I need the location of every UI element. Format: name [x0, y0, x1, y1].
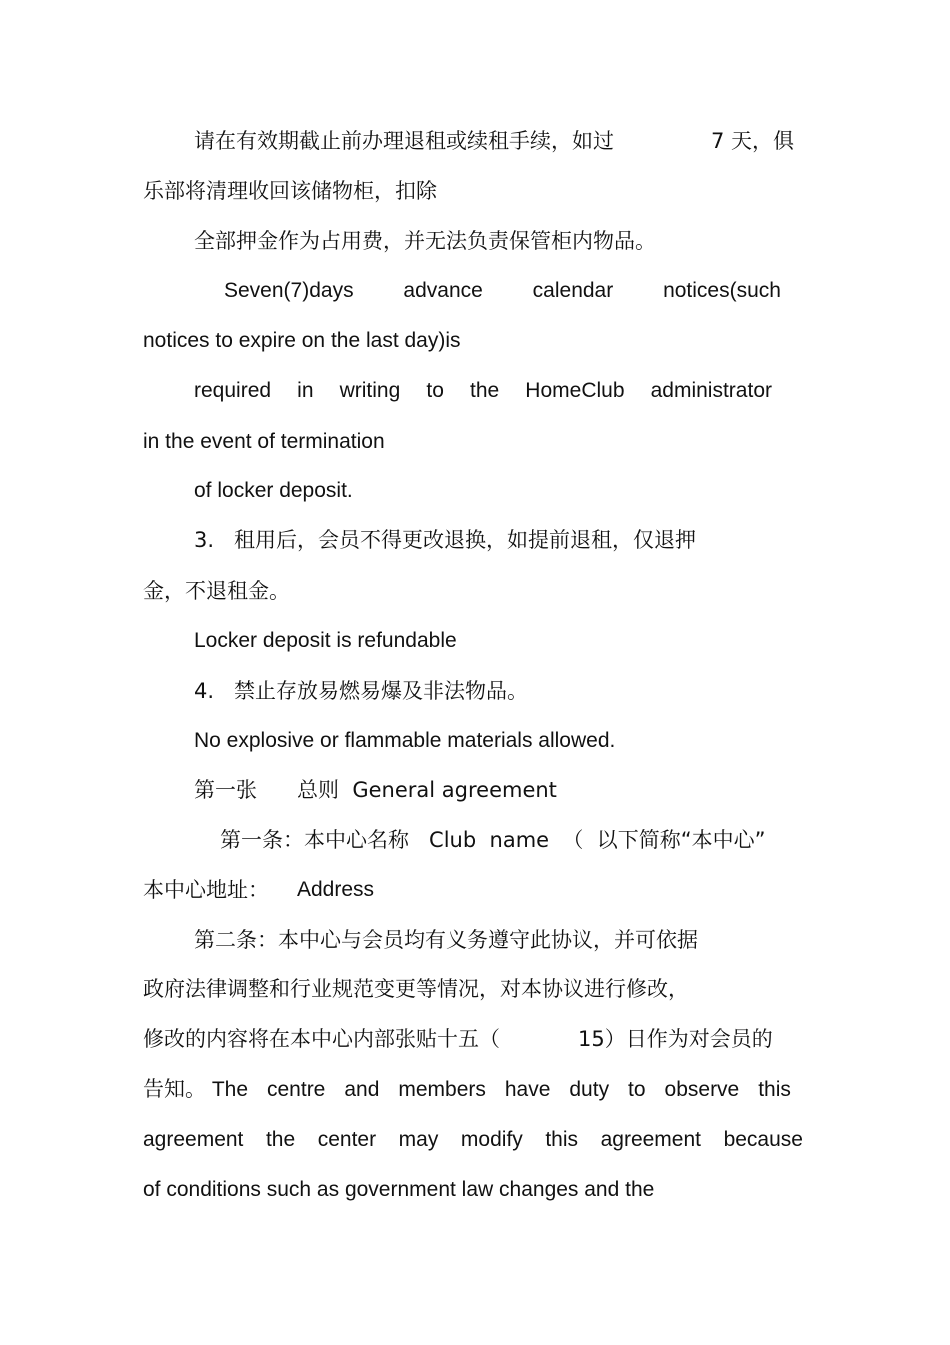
word: the	[470, 379, 500, 402]
word: Seven(7)days	[224, 279, 354, 302]
word: because	[723, 1128, 803, 1151]
word: centre	[267, 1078, 326, 1101]
word: this	[545, 1128, 579, 1151]
paragraph-line: notices to expire on the last day)is	[143, 329, 461, 352]
word: required	[194, 379, 272, 402]
paragraph-line: 请在有效期截止前办理退租或续租手续，如过	[194, 129, 614, 153]
word: writing	[339, 379, 401, 402]
word: 告知。 The	[143, 1078, 249, 1101]
word: and	[344, 1078, 380, 1101]
word: administrator	[650, 379, 772, 402]
word: agreement	[143, 1128, 244, 1151]
word: agreement	[600, 1128, 701, 1151]
word: may	[398, 1128, 439, 1151]
word: advance	[403, 279, 483, 302]
paragraph-line	[143, 1125, 803, 1155]
word: members	[398, 1078, 486, 1101]
paragraph-line	[143, 1075, 791, 1105]
paragraph-line: in the event of termination	[143, 430, 385, 453]
paragraph-line: 3. 租用后，会员不得更改退换，如提前退租，仅退押	[194, 528, 697, 552]
word: HomeClub	[525, 379, 625, 402]
paragraph-line	[224, 276, 781, 306]
paragraph-line: of locker deposit.	[194, 479, 353, 502]
paragraph-line: of conditions such as government law changes and the	[143, 1178, 655, 1201]
word: in	[297, 379, 314, 402]
paragraph-line: No explosive or flammable materials allowed.	[194, 729, 616, 752]
word: have	[504, 1078, 551, 1101]
paragraph-line: Locker deposit is refundable	[194, 629, 457, 652]
word: to	[628, 1078, 646, 1101]
paragraph-line: 全部押金作为占用费，并无法负责保管柜内物品。	[194, 229, 656, 253]
word: observe	[664, 1078, 740, 1101]
word: to	[426, 379, 444, 402]
section-heading: 第一张	[194, 778, 257, 802]
word: modify	[460, 1128, 523, 1151]
paragraph-line: Address	[297, 878, 375, 901]
paragraph-line: 第一条：本中心名称 Club name （ 以下简称“本中心”	[220, 828, 766, 852]
word: this	[758, 1078, 791, 1101]
paragraph-line: 15）日作为对会员的	[578, 1027, 773, 1051]
word: center	[317, 1128, 377, 1151]
word: notices(such	[663, 279, 781, 302]
paragraph-line: 本中心地址：	[143, 878, 269, 902]
paragraph-line: 第二条：本中心与会员均有义务遵守此协议，并可依据	[194, 928, 698, 952]
paragraph-line	[194, 376, 772, 406]
paragraph-line: 7 天，俱	[711, 129, 795, 153]
paragraph-line: 乐部将清理收回该储物柜，扣除	[143, 179, 437, 203]
paragraph-line: 4. 禁止存放易燃易爆及非法物品。	[194, 679, 529, 703]
section-heading: 总则 General agreement	[297, 778, 557, 802]
word: duty	[569, 1078, 610, 1101]
paragraph-line: 修改的内容将在本中心内部张贴十五（	[143, 1027, 500, 1051]
paragraph-line: 金，不退租金。	[143, 579, 290, 603]
word: the	[265, 1128, 296, 1151]
word: calendar	[532, 279, 614, 302]
paragraph-line: 政府法律调整和行业规范变更等情况，对本协议进行修改，	[143, 977, 689, 1001]
